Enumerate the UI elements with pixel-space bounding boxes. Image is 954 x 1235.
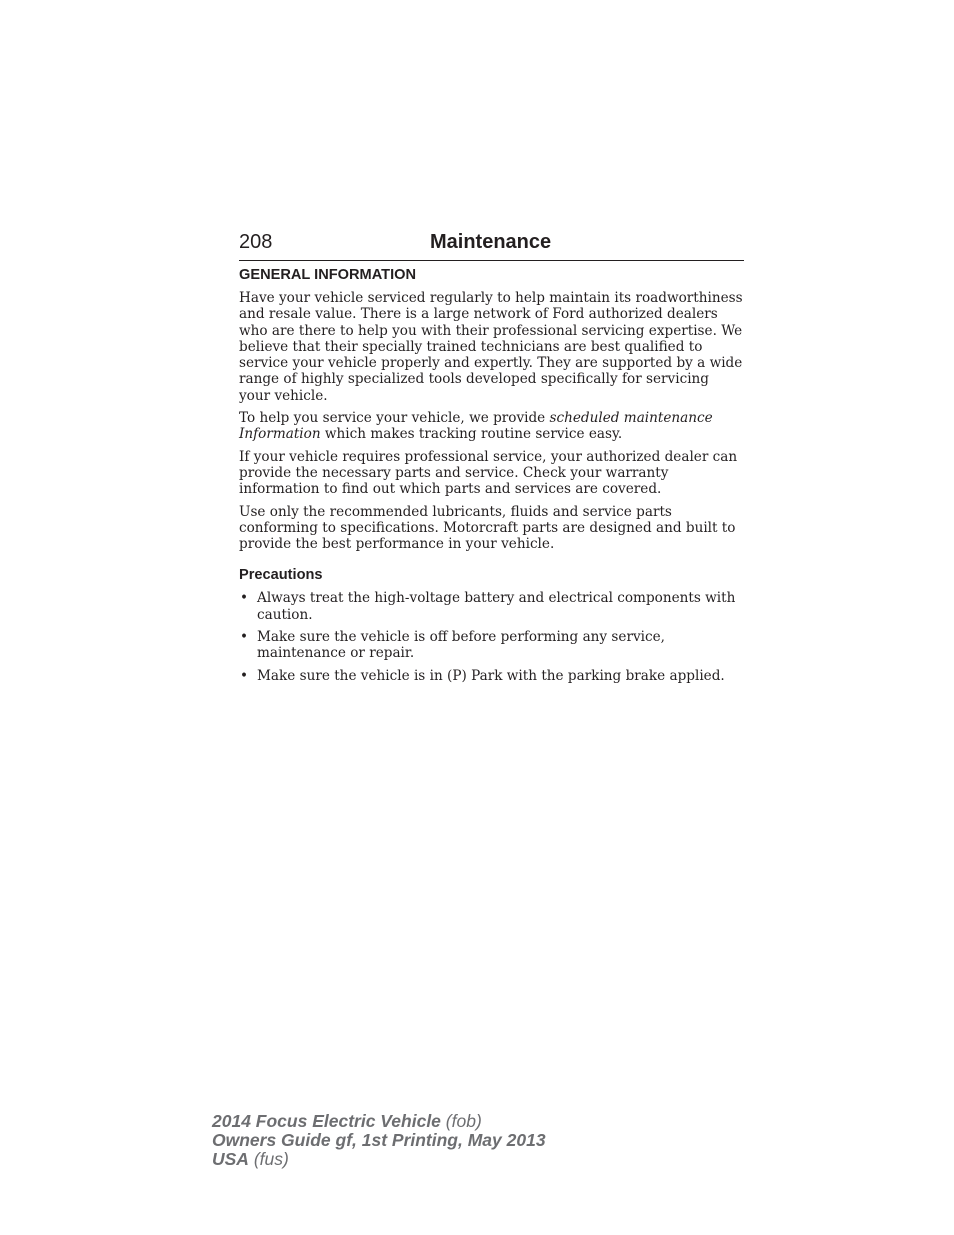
- list-item-text: Make sure the vehicle is off before performing any service, maintenance or repair.: [257, 629, 665, 662]
- bullet-icon: •: [240, 629, 249, 646]
- page-number: 208: [239, 231, 273, 253]
- list-item: [239, 668, 744, 684]
- general-information-heading: GENERAL INFORMATION: [239, 267, 417, 283]
- precautions-heading: Precautions: [239, 567, 323, 584]
- footer-vehicle-code: (fob): [440, 1111, 482, 1131]
- footer-market-code: (fus): [248, 1149, 289, 1169]
- section-title: Maintenance: [430, 231, 552, 253]
- paragraph-professional-service: If your vehicle requires professional service, your authorized dealer can provide the necessary parts and service. Check your warranty information to find out which parts and services are covered.: [239, 448, 738, 498]
- footer-printing: Owners Guide gf, 1st Printing, May 2013: [212, 1130, 546, 1150]
- list-item: [239, 590, 744, 623]
- list-item-text: Always treat the high-voltage battery and electrical components with caution.: [257, 590, 736, 623]
- scheduled-maintenance-reference: scheduled maintenance Information: [239, 410, 713, 443]
- footer-line-market: [212, 1150, 546, 1169]
- paragraph-text: which makes tracking routine service easy.: [320, 426, 623, 443]
- list-item: [239, 629, 744, 662]
- list-item-text: Make sure the vehicle is in (P) Park with the parking brake applied.: [257, 667, 725, 684]
- bullet-icon: •: [240, 590, 249, 607]
- footer-market: USA: [212, 1149, 249, 1169]
- footer-vehicle: 2014 Focus Electric Vehicle: [212, 1111, 441, 1131]
- page-content: [239, 266, 744, 690]
- document-footer: [212, 1112, 546, 1169]
- footer-line-vehicle: [212, 1112, 546, 1131]
- bullet-icon: •: [240, 667, 249, 684]
- paragraph-text: To help you service your vehicle, we provide: [239, 410, 550, 427]
- paragraph-lubricants: Use only the recommended lubricants, fluids and service parts conforming to specifications. Motorcraft parts are designed and built to provide the best performance in your vehicle.: [239, 503, 736, 553]
- paragraph-servicing: Have your vehicle serviced regularly to help maintain its roadworthiness and resale value. There is a large network of Ford authorized dealers who are there to help you with their professional servicing expertise. We believe that their specially trained technicians are best qualified to service your vehicle properly and expertly. They are supported by a wide range of highly specialized tools developed specifically for servicing your vehicle.: [239, 290, 743, 404]
- page-header: [239, 228, 744, 261]
- precautions-list: [239, 590, 744, 683]
- paragraph-scheduled-maintenance: [239, 410, 744, 443]
